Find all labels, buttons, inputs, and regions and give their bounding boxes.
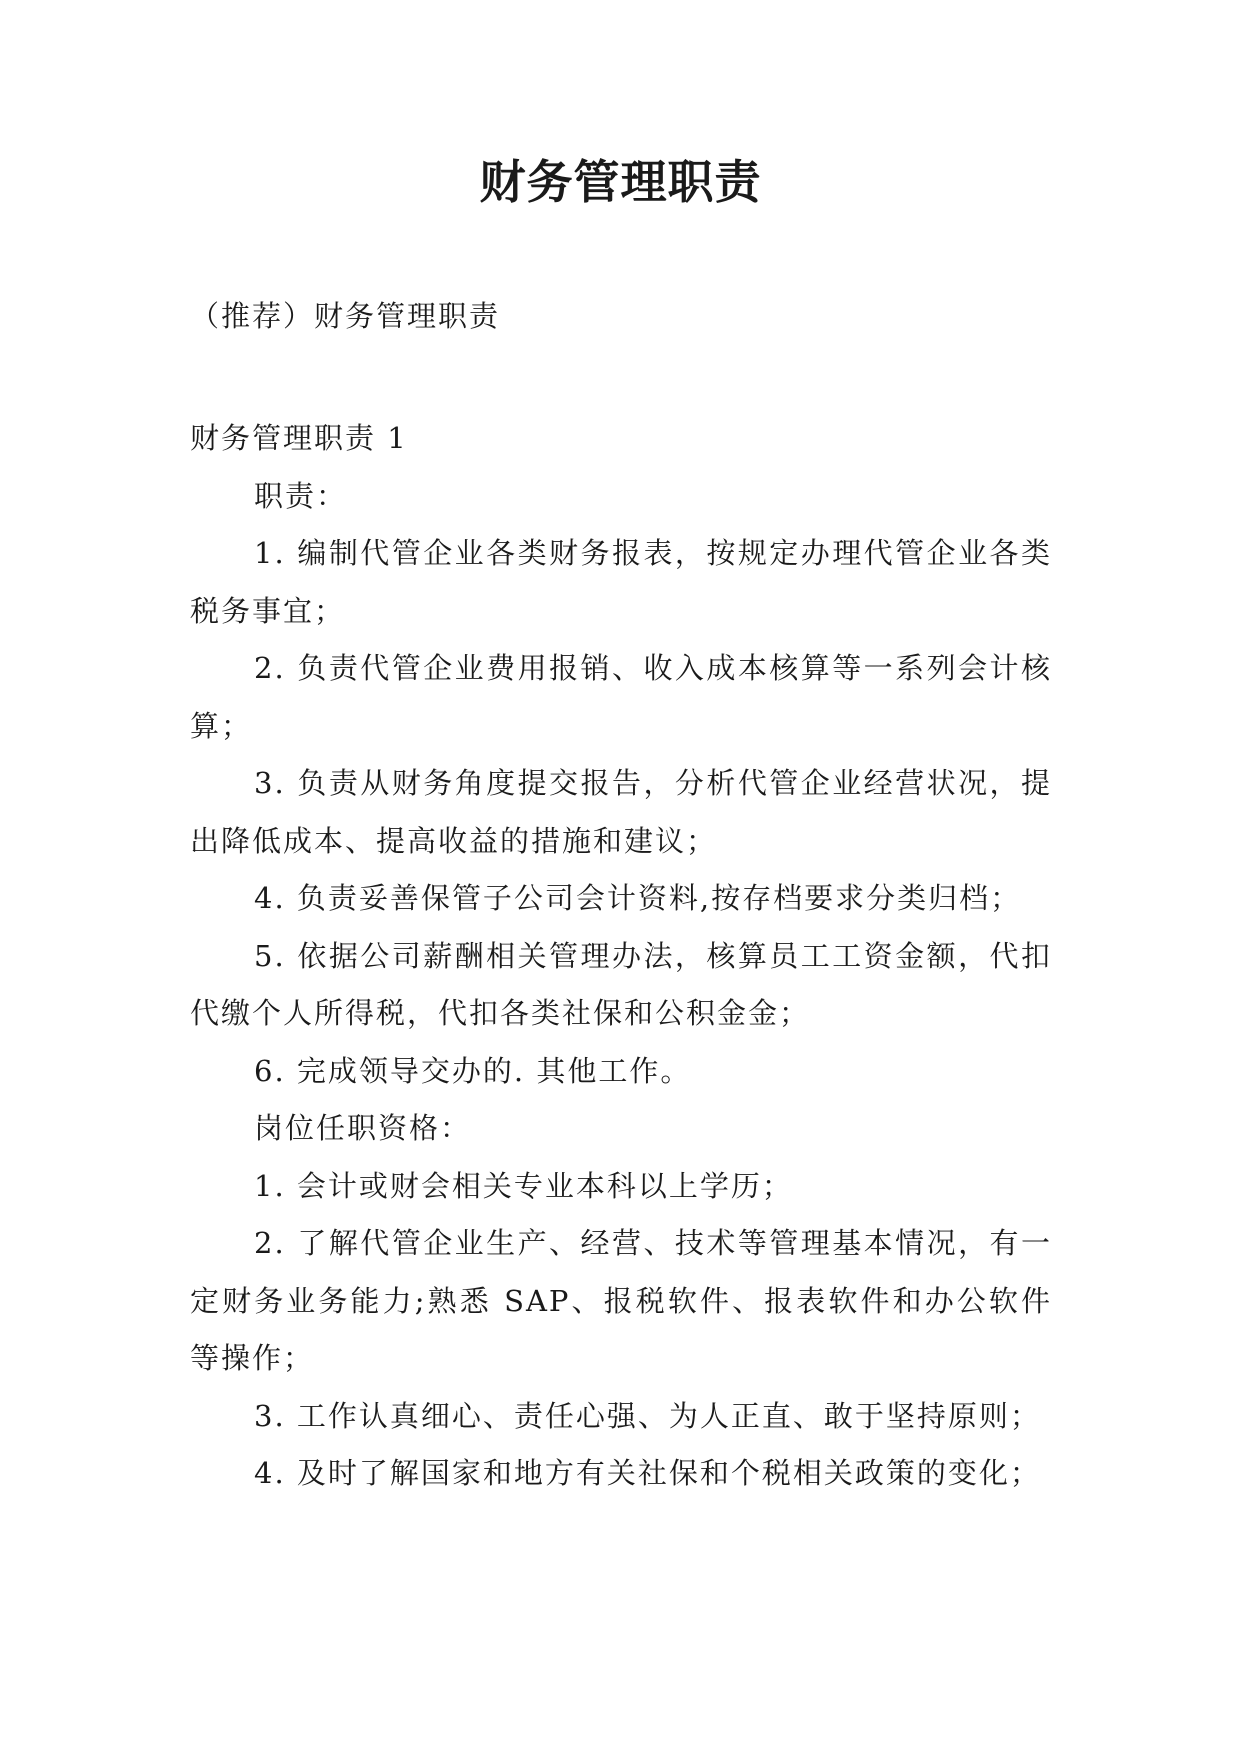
qualification-item: 2. 了解代管企业生产、经营、技术等管理基本情况，有一定财务业务能力;熟悉 SAP、报税软件、报表软件和办公软件等操作； — [190, 1226, 1052, 1375]
duty-item: 1. 编制代管企业各类财务报表，按规定办理代管企业各类税务事宜； — [190, 536, 1052, 628]
duty-item: 2. 负责代管企业费用报销、收入成本核算等一系列会计核算； — [190, 651, 1052, 743]
qualifications-label: 岗位任职资格： — [254, 1111, 472, 1145]
duty-item: 3. 负责从财务角度提交报告，分析代管企业经营状况，提出降低成本、提高收益的措施和建议； — [190, 766, 1052, 858]
document-title: 财务管理职责 — [479, 155, 762, 209]
section-heading: 财务管理职责 1 — [190, 421, 408, 455]
duties-label: 职责： — [254, 478, 348, 513]
duty-item: 5. 依据公司薪酬相关管理办法，核算员工工资金额，代扣代缴个人所得税，代扣各类社保和公积金金； — [190, 938, 1052, 1030]
document-body — [190, 410, 1052, 1503]
qualification-item: 4. 及时了解国家和地方有关社保和个税相关政策的变化； — [254, 1456, 1041, 1490]
qualification-item: 3. 工作认真细心、责任心强、为人正直、敢于坚持原则； — [254, 1398, 1041, 1433]
duty-item: 6. 完成领导交办的. 其他工作。 — [254, 1053, 692, 1088]
document-subtitle: （推荐）财务管理职责 — [190, 299, 501, 333]
qualification-item: 1. 会计或财会相关专业本科以上学历； — [254, 1168, 793, 1203]
duty-item: 4. 负责妥善保管子公司会计资料,按存档要求分类归档； — [254, 881, 1022, 915]
